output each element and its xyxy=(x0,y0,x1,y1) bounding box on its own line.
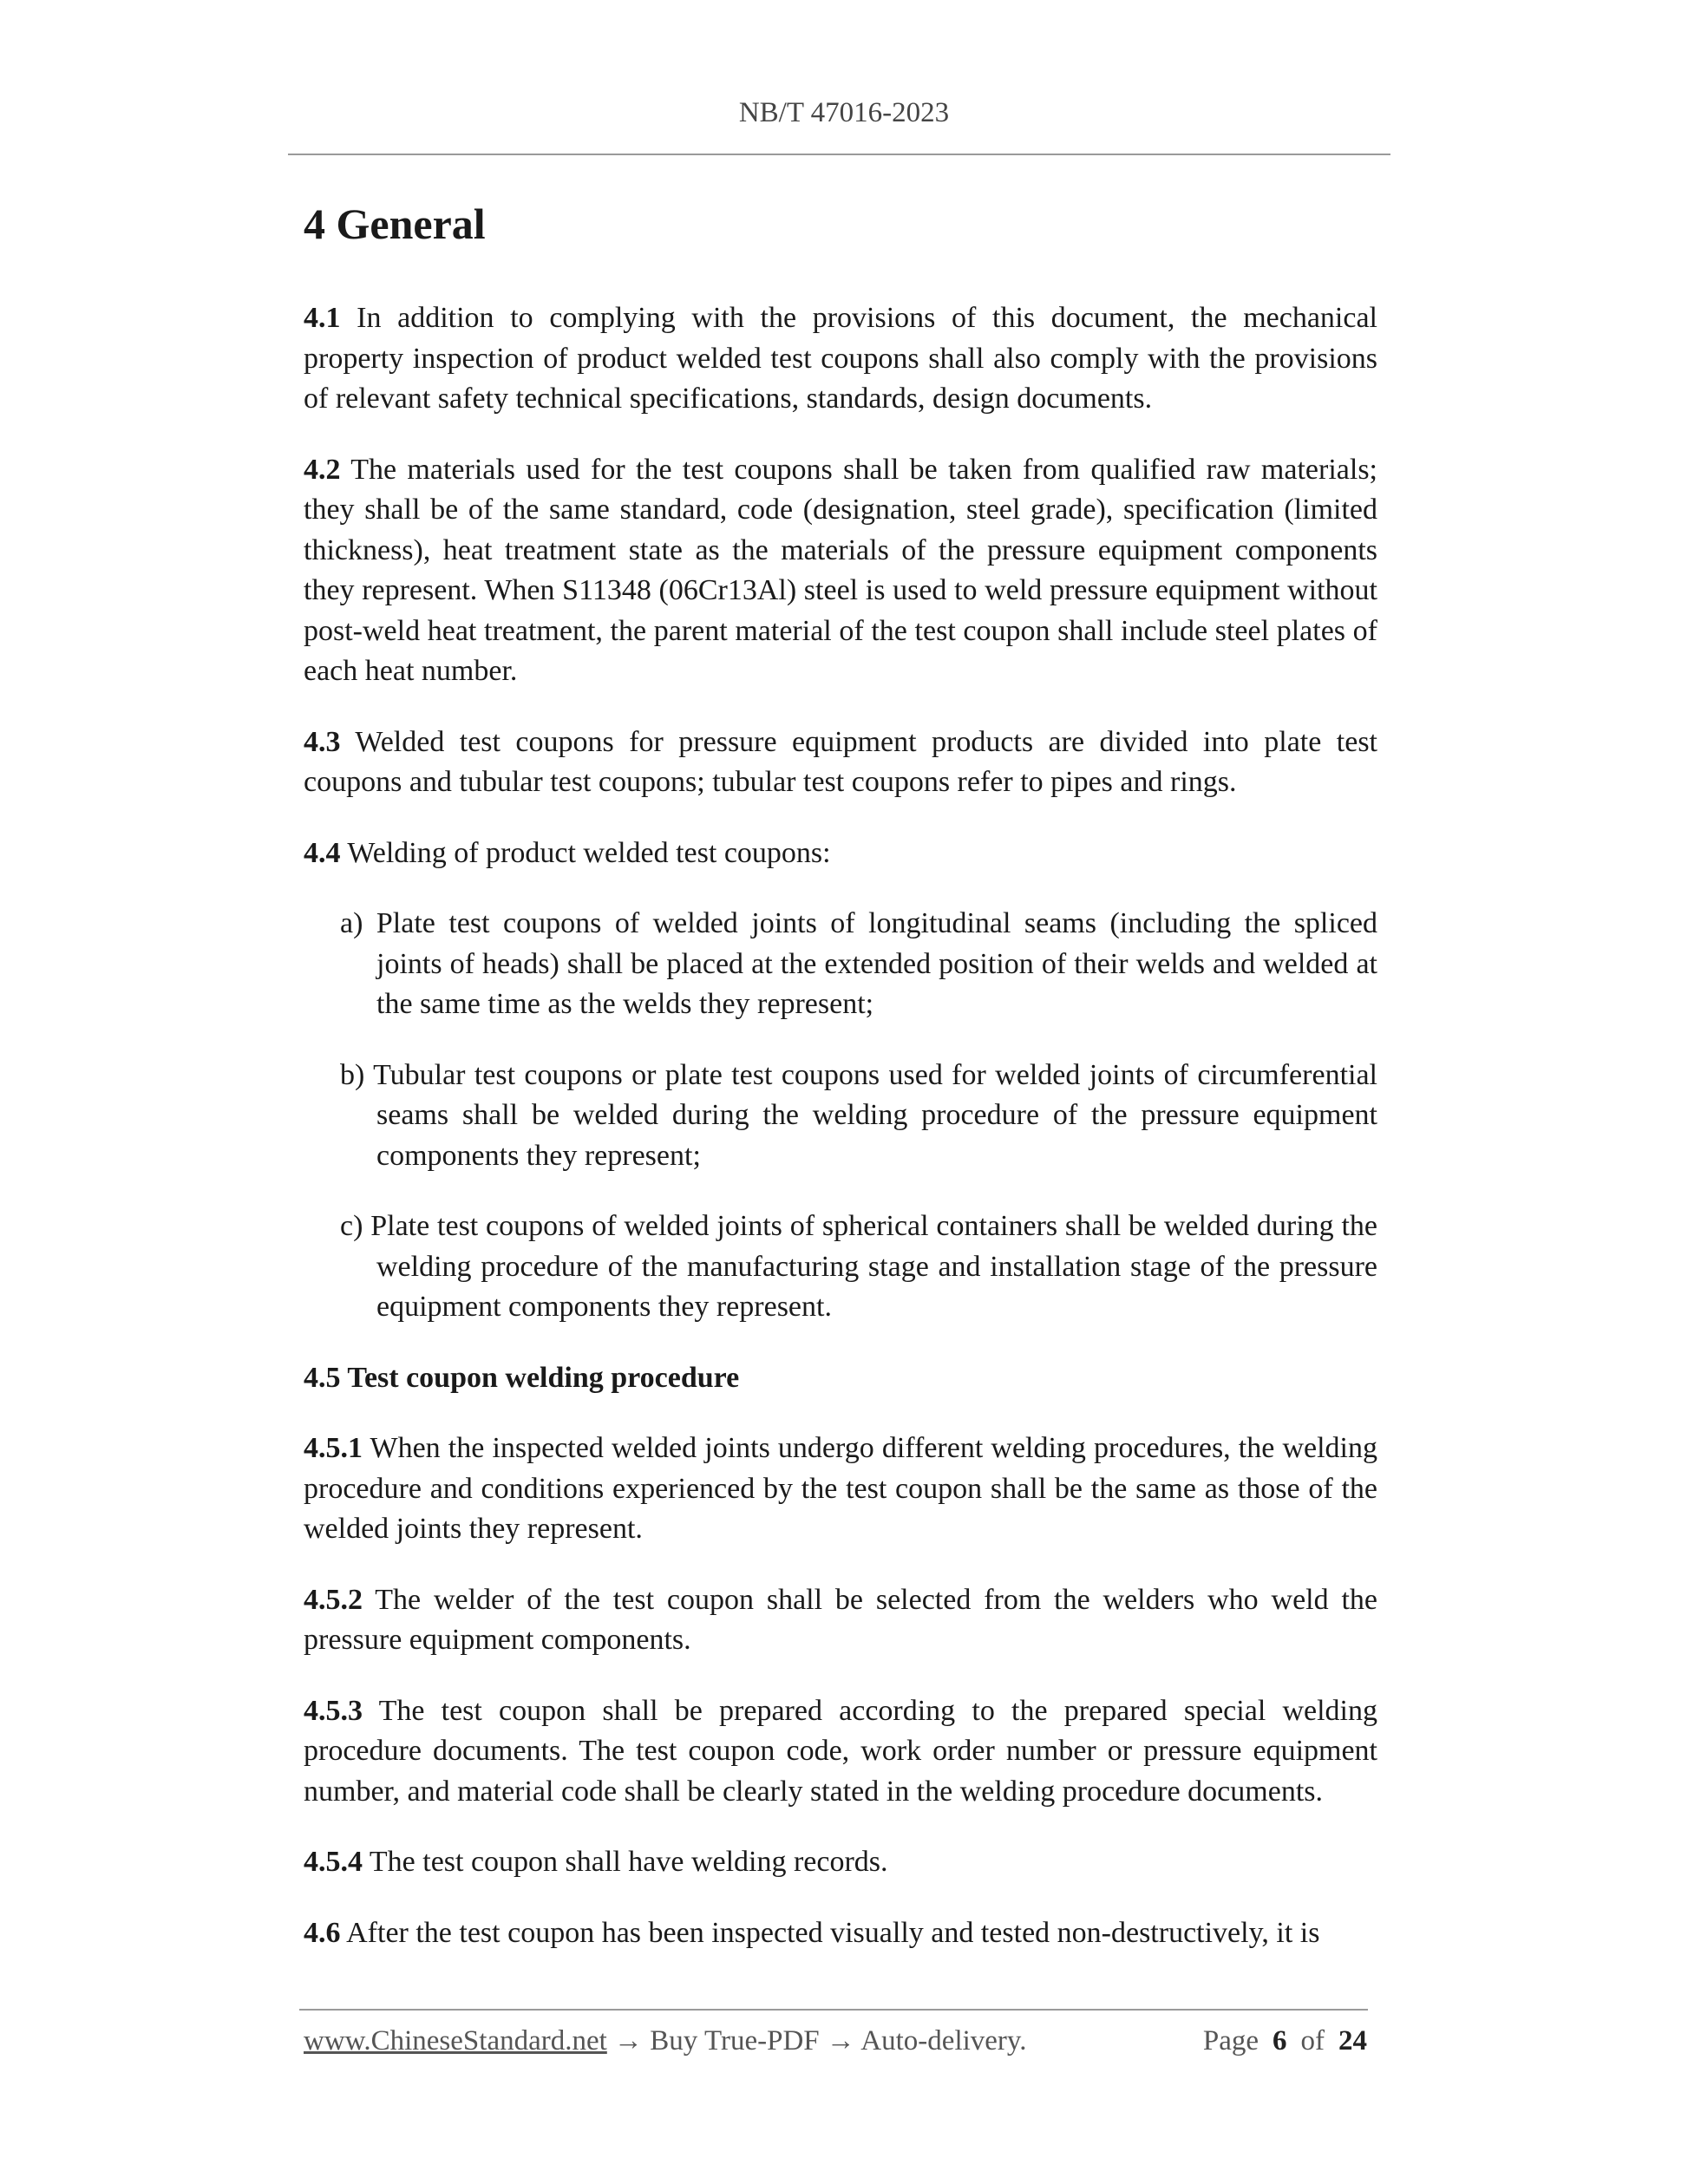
page-number xyxy=(1203,2025,1367,2057)
list-item-c: c) Plate test coupons of welded joints of spherical containers shall be welded during the welding procedure of the manufacturing stage and installation stage of the pressure equipment components they represent. xyxy=(340,1210,1377,1323)
footer-divider xyxy=(299,2009,1368,2011)
clause-text: Welding of product welded test coupons: xyxy=(340,836,831,869)
clause-text: The materials used for the test coupons shall be taken from qualified raw materials; they shall be of the same standard, code (designation, steel grade), specification (limited thickness), heat treatment state as the materials of the pressure equipment components they represent. When S11348 (06Cr13Al) steel is used to weld pressure equipment without post-weld heat treatment, the parent material of the test coupon shall include steel plates of each heat number. xyxy=(304,453,1377,687)
list-item-b: b) Tubular test coupons or plate test coupons used for welded joints of circumferential seams shall be welded during the welding procedure of the pressure equipment components they represent; xyxy=(340,1058,1377,1172)
section-title: 4 General xyxy=(304,199,486,248)
total-pages: 24 xyxy=(1338,2025,1367,2056)
header-divider xyxy=(288,154,1390,155)
clause-4-1 xyxy=(304,298,1377,420)
page-label: Page xyxy=(1202,2025,1259,2056)
clause-4-5-4 xyxy=(304,1842,1377,1883)
clause-number: 4.4 xyxy=(304,836,341,869)
clause-number: 4.1 xyxy=(304,302,341,334)
clause-4-5-3 xyxy=(304,1691,1377,1813)
clause-text: When the inspected welded joints undergo different welding procedures, the welding procedure and conditions experienced by the test coupon shall be the same as those of the welded joints they represent. xyxy=(304,1432,1377,1545)
clause-4-6 xyxy=(304,1913,1377,1954)
clause-4-2 xyxy=(304,450,1377,692)
page-content xyxy=(304,198,1377,1984)
document-id-header: NB/T 47016-2023 xyxy=(738,97,950,128)
clause-text: After the test coupon has been inspected visually and tested non-destructively, it is xyxy=(340,1916,1320,1949)
clause-number: 4.3 xyxy=(304,725,341,758)
clause-number: 4.6 xyxy=(304,1916,341,1949)
page-footer xyxy=(304,2025,1367,2057)
clause-4-4 xyxy=(304,834,1377,874)
list-item-a: a) Plate test coupons of welded joints of longitudinal seams (including the spliced joints of heads) shall be placed at the extended position of their welds and welded at the same time as the welds they represent; xyxy=(340,907,1377,1020)
footer-tagline: → Buy True-PDF → Auto-delivery. xyxy=(606,2025,1027,2056)
clause-number: 4.2 xyxy=(304,453,341,486)
subsection-heading-4-5: 4.5 Test coupon welding procedure xyxy=(304,1361,740,1394)
clause-4-5-1 xyxy=(304,1429,1377,1550)
clause-4-5-2 xyxy=(304,1580,1377,1661)
website-link[interactable]: www.ChineseStandard.net xyxy=(304,2025,607,2056)
clause-number: 4.5.4 xyxy=(304,1846,363,1878)
clause-number: 4.5.3 xyxy=(304,1694,363,1727)
clause-number: 4.5.2 xyxy=(304,1583,363,1616)
clause-text: The test coupon shall have welding records. xyxy=(363,1846,888,1878)
clause-text: The test coupon shall be prepared according to the prepared special welding procedure documents. The test coupon code, work order number or pressure equipment number, and material code shall be clearly stated in the welding procedure documents. xyxy=(304,1694,1377,1808)
current-page: 6 xyxy=(1273,2025,1287,2056)
of-label: of xyxy=(1300,2025,1325,2056)
clause-text: In addition to complying with the provisions of this document, the mechanical property inspection of product welded test coupons shall also comply with the provisions of relevant safety technical specifications, standards, design documents. xyxy=(304,302,1377,415)
footer-promo xyxy=(304,2025,1027,2057)
clause-text: The welder of the test coupon shall be selected from the welders who weld the pressure equipment components. xyxy=(304,1583,1377,1656)
clause-number: 4.5.1 xyxy=(304,1432,363,1464)
clause-4-3 xyxy=(304,723,1377,803)
clause-text: Welded test coupons for pressure equipment products are divided into plate test coupons and tubular test coupons; tubular test coupons refer to pipes and rings. xyxy=(304,725,1377,798)
